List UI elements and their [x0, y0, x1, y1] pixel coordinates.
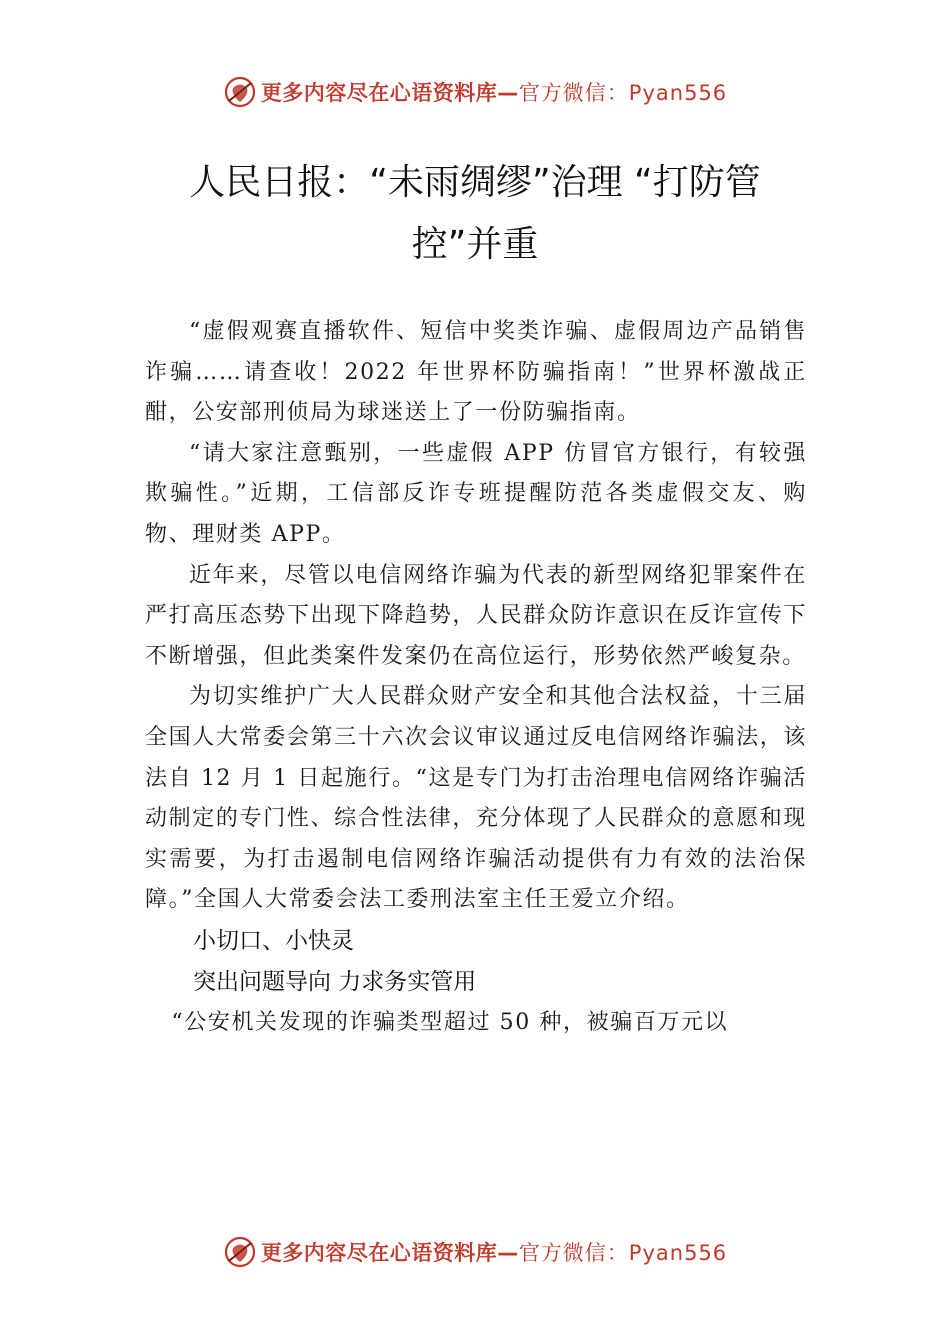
paragraph: “虚假观赛直播软件、短信中奖类诈骗、虚假周边产品销售诈骗……请查收！2022 年世界杯防骗指南！”世界杯激战正酣，公安部刑侦局为球迷送上了一份防骗指南。 [145, 319, 807, 426]
paragraph: “请大家注意甄别，一些虚假 APP 仿冒官方银行，有较强欺骗性。”近期，工信部反诈专班提醒防范各类虚假交友、购物、理财类 APP。 [145, 440, 807, 547]
heart-logo-icon [223, 1235, 257, 1269]
paragraph: 近年来，尽管以电信网络诈骗为代表的新型网络犯罪案件在严打高压态势下出现下降趋势，人民群众防诈意识在反诈宣传下不断增强，但此类案件发案仍在高位运行，形势依然严峻复杂。 [145, 562, 807, 669]
paragraph: 为切实维护广大人民群众财产安全和其他合法权益，十三届全国人大常委会第三十六次会议审议通过反电信网络诈骗法，该法自 12 月 1 日起施行。“这是专门为打击治理电信网络诈骗活动制定的专门性、综合性法律，充分体现了人民群众的意愿和现实需要，为打击遏制电信网络诈骗活动提供有力有效的法治保障。”全国人大常委会法工委刑法室主任王爱立介绍。 [145, 684, 807, 913]
section-subheading: 突出问题导向 力求务实管用 [193, 968, 477, 995]
banner-site-text: 更多内容尽在心语资料库— [260, 1241, 519, 1265]
title-line-1: 人民日报：“未雨绸缪”治理 “打防管 [189, 162, 761, 203]
paragraph: “公安机关发现的诈骗类型超过 50 种，被骗百万元以 [171, 1009, 729, 1035]
article-title [150, 152, 800, 276]
article-body [145, 312, 807, 1044]
heart-logo-icon [223, 75, 257, 109]
section-subheading: 小切口、小快灵 [193, 927, 354, 954]
title-line-2: 控”并重 [411, 224, 539, 265]
header-banner [0, 72, 950, 112]
banner-wechat-text: 官方微信：Pyan556 [518, 81, 728, 105]
banner-wechat-text: 官方微信：Pyan556 [518, 1241, 728, 1265]
banner-site-text: 更多内容尽在心语资料库— [260, 81, 519, 105]
footer-banner [0, 1232, 950, 1272]
